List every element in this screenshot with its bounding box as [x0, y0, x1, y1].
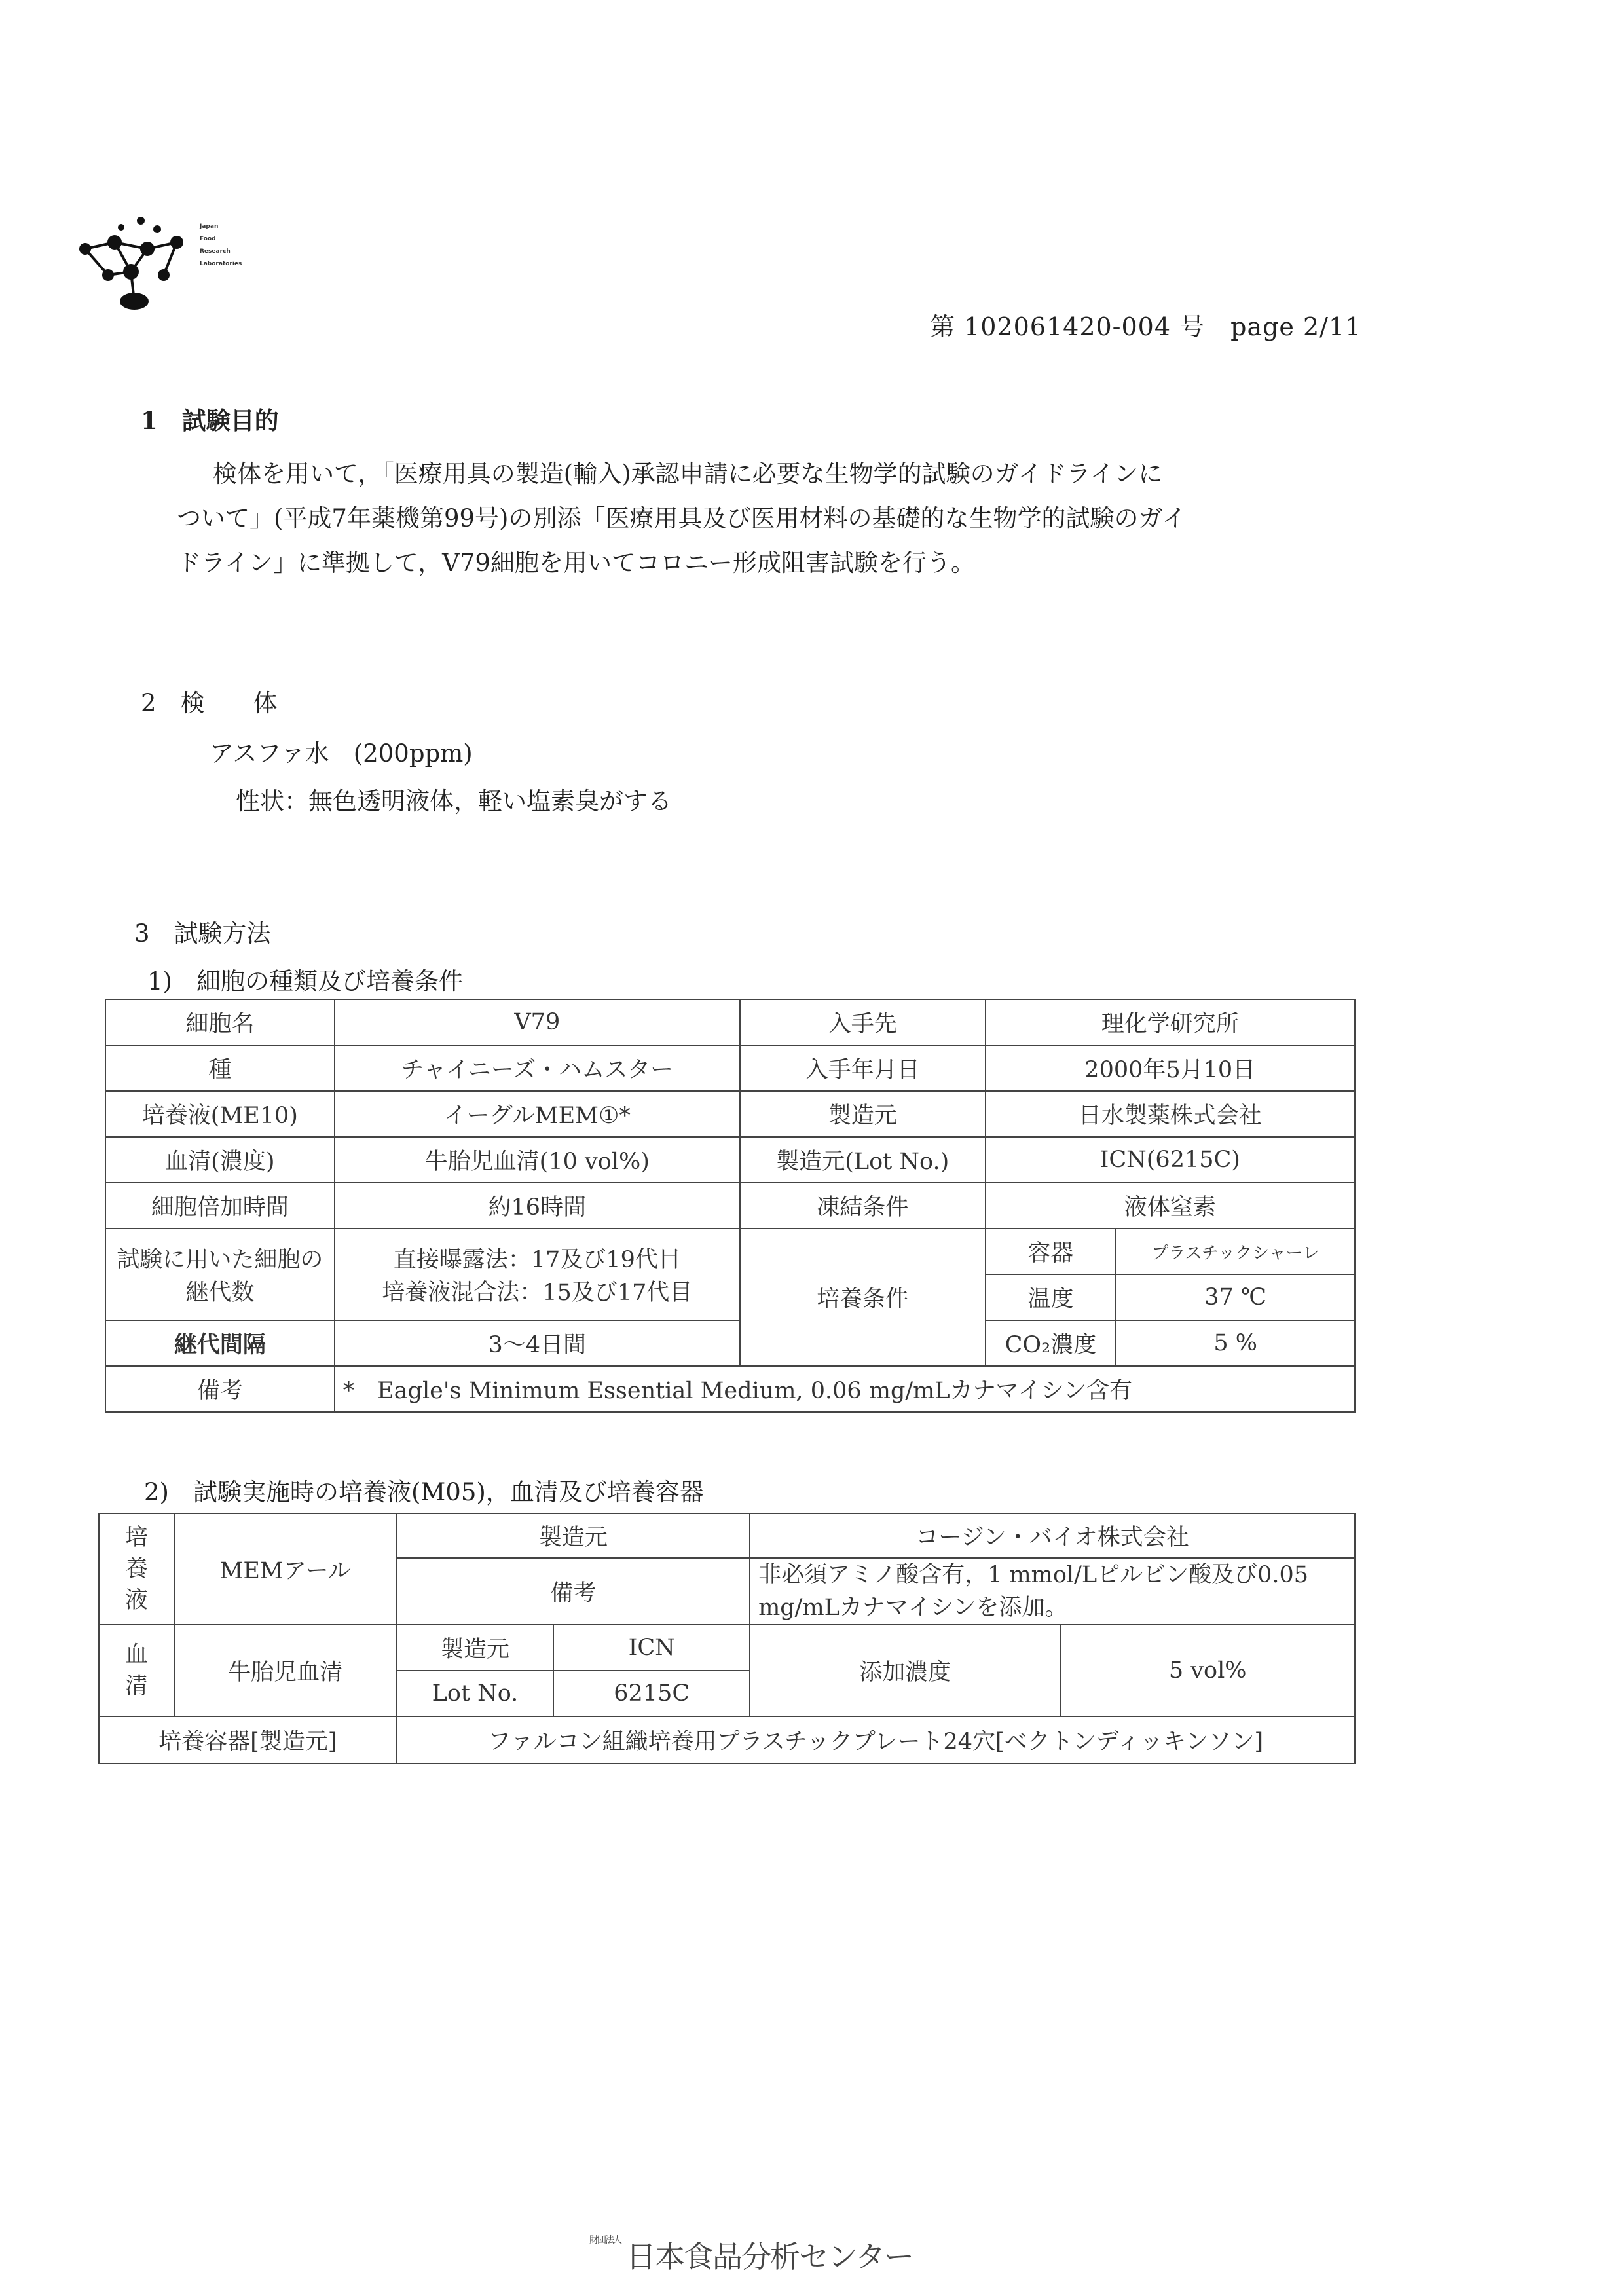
- passage-value: [335, 1229, 740, 1320]
- footer-name: 日本食品分析センター: [626, 2239, 913, 2274]
- medium-section-text: 培養液: [124, 1525, 148, 1614]
- logo-line: Laboratories: [200, 261, 242, 267]
- received-date-value: 2000年5月10日: [986, 1045, 1356, 1091]
- section3-heading: 3 試験方法: [134, 919, 271, 948]
- serum-section-label: [99, 1625, 174, 1716]
- logo-line: Food: [200, 236, 216, 242]
- passage-interval-label: 継代間隔: [105, 1320, 335, 1366]
- medium-maker-value: コージン・バイオ株式会社: [750, 1513, 1355, 1558]
- sample-name: アスファ水 (200ppm): [210, 739, 473, 768]
- report-reference: 第 102061420-004 号 page 2/11: [930, 312, 1362, 341]
- medium-remarks-label: 備考: [397, 1558, 750, 1625]
- cell-culture-table: [105, 999, 1356, 1413]
- logo-line: Research: [200, 248, 231, 255]
- passage-mixed: 培養液混合法：15及び17代目: [382, 1280, 693, 1306]
- lot-label: Lot No.: [397, 1671, 554, 1716]
- medium-section-label: [99, 1513, 174, 1625]
- concentration-label: 添加濃度: [750, 1625, 1060, 1716]
- source-label: 入手先: [740, 999, 986, 1045]
- co2-label: CO₂濃度: [986, 1320, 1116, 1366]
- serum-section-text: 血清: [124, 1642, 148, 1699]
- logo-text: [200, 221, 242, 270]
- container-value: プラスチックシャーレ: [1116, 1229, 1355, 1274]
- medium-label: 培養液(ME10): [105, 1091, 335, 1137]
- serum-name: 牛胎児血清: [174, 1625, 397, 1716]
- serum-value: 牛胎児血清(10 vol%): [335, 1137, 740, 1183]
- serum-maker-value: ICN(6215C): [986, 1137, 1356, 1183]
- species-label: 種: [105, 1045, 335, 1091]
- serum-maker-label: 製造元: [397, 1625, 554, 1671]
- medium-name: MEMアール: [174, 1513, 397, 1625]
- co2-value: 5 %: [1116, 1320, 1355, 1366]
- logo-line: Japan: [200, 223, 219, 230]
- passage-interval-value: 3〜4日間: [335, 1320, 740, 1366]
- section1-heading: 1 試験目的: [141, 406, 279, 435]
- temperature-label: 温度: [986, 1274, 1116, 1320]
- temperature-value: 37 ℃: [1116, 1274, 1355, 1320]
- lot-value: 6215C: [553, 1671, 750, 1716]
- passage-label: 試験に用いた細胞の継代数: [105, 1229, 335, 1320]
- medium-maker-label: 製造元: [740, 1091, 986, 1137]
- subsection1-heading: 1) 細胞の種類及び培養条件: [147, 967, 463, 995]
- species-value: チャイニーズ・ハムスター: [335, 1045, 740, 1091]
- medium-maker-value: 日水製薬株式会社: [986, 1091, 1356, 1137]
- cell-name-label: 細胞名: [105, 999, 335, 1045]
- culture-condition-label: 培養条件: [740, 1229, 986, 1366]
- medium-value: イーグルMEM①*: [335, 1091, 740, 1137]
- serum-maker-label: 製造元(Lot No.): [740, 1137, 986, 1183]
- section1-line3: ドライン」に準拠して，V79細胞を用いてコロニー形成阻害試験を行う。: [177, 549, 975, 577]
- serum-maker-value: ICN: [553, 1625, 750, 1671]
- freezing-value: 液体窒素: [986, 1183, 1356, 1229]
- remarks-label: 備考: [105, 1366, 335, 1412]
- footer-prefix: 財団法人: [589, 2235, 621, 2246]
- freezing-label: 凍結条件: [740, 1183, 986, 1229]
- test-medium-table: [98, 1513, 1356, 1764]
- passage-direct: 直接曝露法：17及び19代目: [393, 1247, 681, 1273]
- serum-label: 血清(濃度): [105, 1137, 335, 1183]
- concentration-value: 5 vol%: [1060, 1625, 1355, 1716]
- received-date-label: 入手年月日: [740, 1045, 986, 1091]
- cell-name-value: V79: [335, 999, 740, 1045]
- remarks-value: * Eagle's Minimum Essential Medium, 0.06 mg/mLカナマイシン含有: [335, 1366, 1355, 1412]
- vessel-label: 培養容器[製造元]: [99, 1716, 397, 1764]
- logo: [72, 213, 288, 311]
- section1-line1: 検体を用いて，「医療用具の製造(輸入)承認申請に必要な生物学的試験のガイドラインに: [213, 460, 1163, 488]
- section2-heading: 2 検 体: [141, 689, 278, 717]
- source-value: 理化学研究所: [986, 999, 1356, 1045]
- doubling-time-value: 約16時間: [335, 1183, 740, 1229]
- vessel-value: ファルコン組織培養用プラスチックプレート24穴[ベクトンディッキンソン]: [397, 1716, 1355, 1764]
- footer-organization: [589, 2233, 913, 2276]
- section1-line2: ついて」(平成7年薬機第99号)の別添「医療用具及び医用材料の基礎的な生物学的試験のガイ: [177, 504, 1187, 532]
- medium-maker-label: 製造元: [397, 1513, 750, 1558]
- network-logo-icon: [72, 213, 196, 311]
- sample-property: 性状：無色透明液体，軽い塩素臭がする: [236, 787, 672, 815]
- container-label: 容器: [986, 1229, 1116, 1274]
- subsection2-heading: 2) 試験実施時の培養液(M05)，血清及び培養容器: [144, 1478, 704, 1506]
- medium-remarks-value: 非必須アミノ酸含有，1 mmol/Lピルビン酸及び0.05 mg/mLカナマイシンを添加。: [750, 1558, 1355, 1625]
- doubling-time-label: 細胞倍加時間: [105, 1183, 335, 1229]
